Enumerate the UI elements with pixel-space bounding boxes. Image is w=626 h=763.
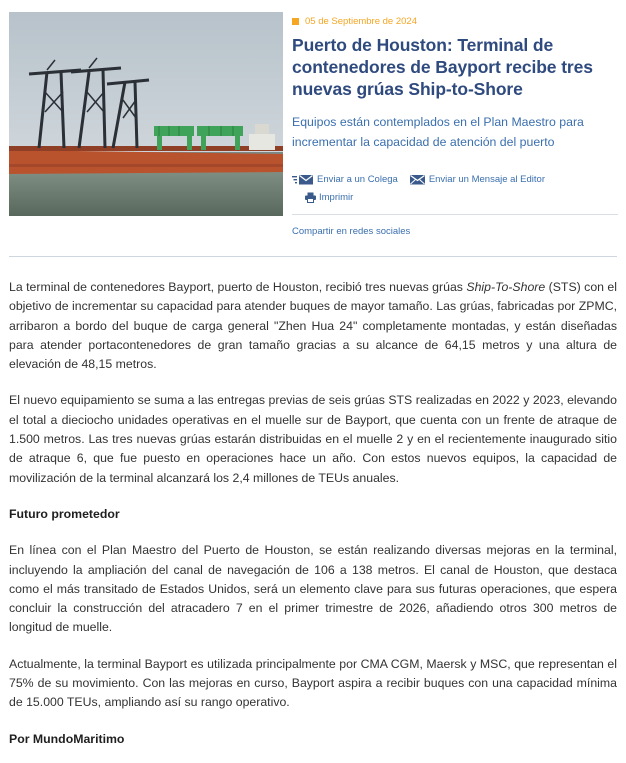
- port-cranes-illustration: [9, 12, 283, 216]
- hero-photo: [9, 12, 283, 216]
- article-actions: [292, 172, 618, 204]
- date-row: [292, 15, 618, 27]
- article-title: Puerto de Houston: Terminal de contenedores de Bayport recibe tres nuevas grúas Ship-to-Shore: [292, 35, 593, 99]
- print-link[interactable]: [305, 192, 353, 203]
- date-marker-icon: [292, 18, 299, 25]
- send-to-editor-link[interactable]: [410, 174, 545, 185]
- article-body: [9, 278, 617, 749]
- share-separator: [292, 214, 618, 215]
- envelope-list-icon: [292, 174, 314, 185]
- action-row-print: [292, 190, 618, 204]
- section-heading-future: Futuro prometedor: [9, 506, 120, 521]
- paragraph-1-text-start: La terminal de contenedores Bayport, puerto de Houston, recibió tres nuevas grúas: [9, 280, 467, 294]
- send-to-editor-label: Enviar un Mensaje al Editor: [428, 173, 545, 185]
- envelope-icon: [410, 174, 426, 185]
- share-social-link[interactable]: Compartir en redes sociales: [292, 226, 411, 237]
- send-to-colleague-link[interactable]: [292, 174, 398, 185]
- print-label: Imprimir: [319, 191, 354, 203]
- article-header: [292, 15, 618, 237]
- paragraph-2: El nuevo equipamiento se suma a las entregas previas de seis grúas STS realizadas en 2022 y 2023, elevando el total a dieciocho unidades operativas en el muelle sur de Bayport, que cuenta con un frente de atraque de 1.500 metros. Las tres nuevas grúas estarán distribuidas en el muelle 2 y en el recientemente inaugurado sitio de atraque 6, que fue puesto en operaciones hace un año. Con estos nuevos equipos, la capacidad de movilización de la terminal alcanzará los 2,4 millones de TEUs anuales.: [9, 393, 617, 485]
- paragraph-4: Actualmente, la terminal Bayport es utilizada principalmente por CMA CGM, Maersk y MSC, que representan el 75% de su movimiento. Con las mejoras en curso, Bayport aspira a recibir buques con una capacidad mínima de 15.000 TEUs, ampliando así su rango operativo.: [9, 656, 617, 710]
- paragraph-1-italic: Ship-To-Shore: [466, 280, 546, 294]
- article-subtitle: Equipos están contemplados en el Plan Maestro para incrementar la capacidad de atención del puerto: [292, 115, 584, 149]
- byline: Por MundoMaritimo: [9, 731, 125, 746]
- send-to-colleague-label: Enviar a un Colega: [317, 173, 398, 185]
- paragraph-1-text-end: (STS) con el objetivo de incrementar su capacidad para atender buques de mayor tamaño. Las grúas, fabricadas por ZPMC, arribaron a bordo del buque de carga general "Zhen Hua 24" completamente montadas, y están diseñadas para atender portacontenedores de gran tamaño gracias a su alcance de 64,15 metros y una altura de elevación de 48,15 metros.: [9, 280, 617, 372]
- printer-icon: [305, 192, 316, 203]
- paragraph-1: [9, 278, 617, 374]
- header-divider: [9, 256, 617, 257]
- action-row: [292, 172, 618, 186]
- paragraph-3: En línea con el Plan Maestro del Puerto de Houston, se están realizando diversas mejoras en la terminal, incluyendo la ampliación del canal de navegación de 106 a 138 metros. El canal de Houston, que destaca como el más transitado de Estados Unidos, será un elemento clave para sus futuras operaciones, que espera concluir la construcción del atracadero 7 en el primer trimestre de 2026, añadiendo otros 300 metros de longitud de muelle.: [9, 543, 617, 635]
- article-date: 05 de Septiembre de 2024: [305, 15, 417, 27]
